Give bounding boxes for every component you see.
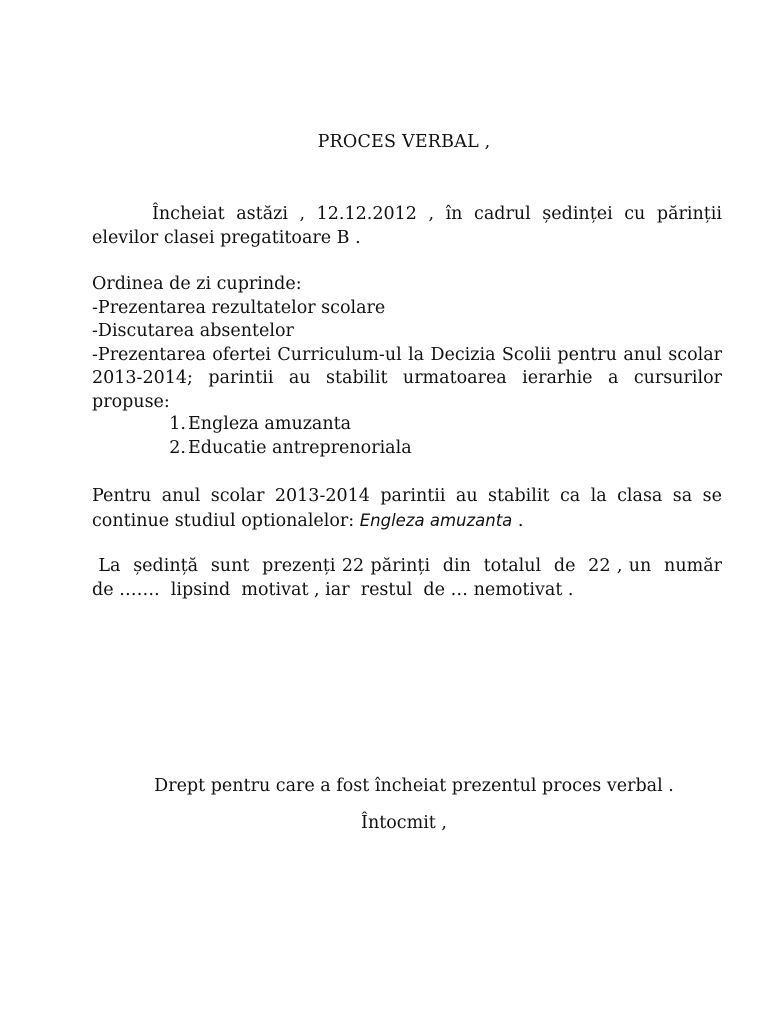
optional-end: . [512,510,524,531]
list-item [156,437,412,461]
list-number: 1. [169,414,186,434]
document-title: PROCES VERBAL , [317,132,491,152]
list-text: Educatie antreprenoriala [188,437,412,458]
list-item [156,413,412,437]
attendance-paragraph: La ședință sunt prezenți 22 părinți din totalul de 22 , un număr de ……. lipsind motivat , iar restul de … nemotivat . [92,556,728,600]
agenda-item: -Prezentarea ofertei Curriculum-ul la Decizia Scolii pentru anul scolar 2013-2014; parintii au stabilit urmatoarea ierarhie a cursurilor propuse: [92,344,722,412]
optional-text: Pentru anul scolar 2013-2014 parintii au stabilit ca la clasa sa se continue studiul optionalelor: [92,486,722,531]
agenda-item: -Prezentarea rezultatelor scolare [92,297,386,318]
optional-emphasis: Engleza amuzanta [359,510,513,530]
agenda-item: -Discutarea absentelor [92,321,294,341]
intro-paragraph: Încheiat astăzi , 12.12.2012 , în cadrul ședinței cu părinții elevilor clasei pregatitoare B . [92,204,722,248]
closing-statement: Drept pentru care a fost încheiat prezentul proces verbal . [154,776,674,796]
agenda-heading: Ordinea de zi cuprinde: [92,274,302,294]
optional-courses-paragraph [92,485,722,533]
list-text: Engleza amuzanta [188,414,352,434]
course-options-list [156,413,412,460]
list-number: 2. [169,437,186,458]
signature-label: Întocmit , [361,813,447,833]
agenda-section [92,273,722,414]
